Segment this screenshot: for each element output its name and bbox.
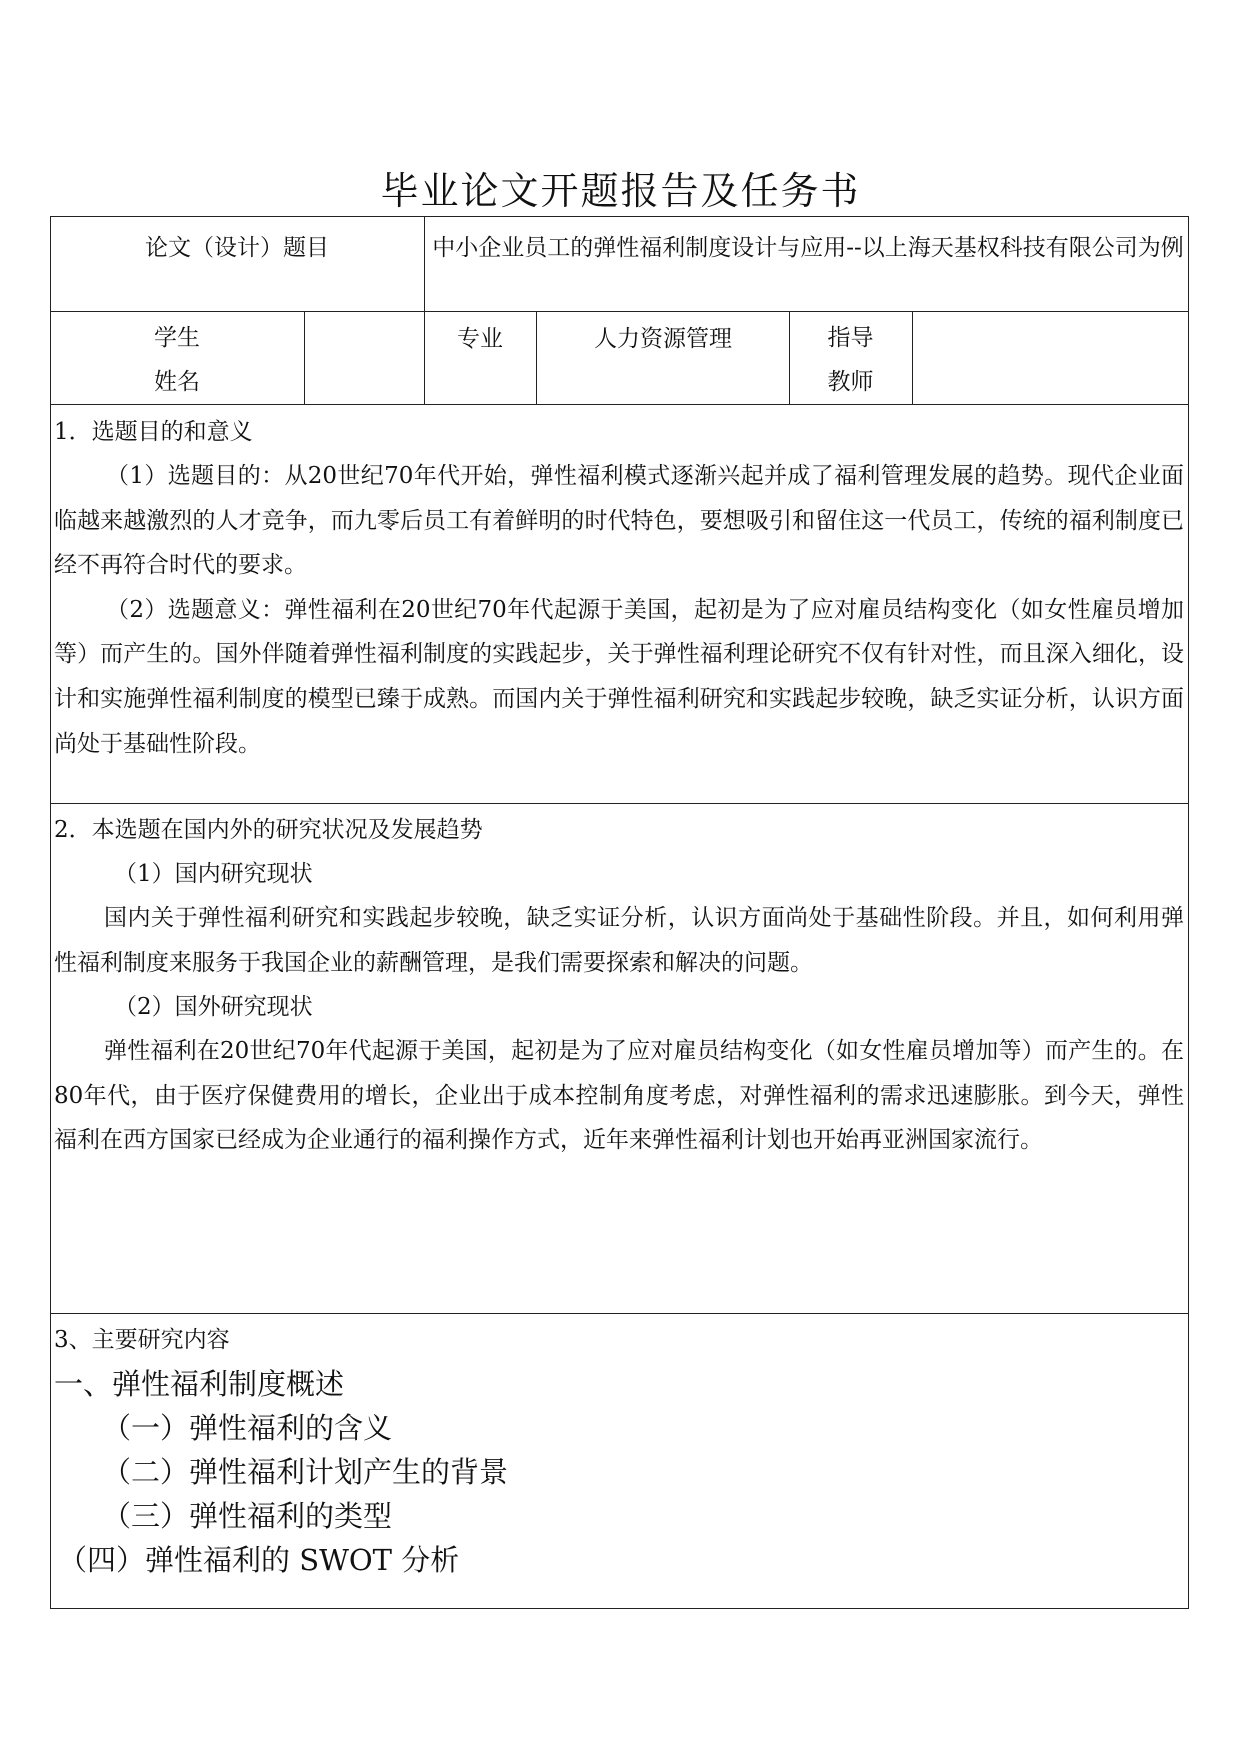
section1-para1: （1）选题目的：从20世纪70年代开始，弹性福利模式逐渐兴起并成了福利管理发展的趋势。现代企业面临越来越激烈的人才竞争，而九零后员工有着鲜明的时代特色，要想吸引和留住这一代员工，传统的福利制度已经不再符合时代的要求。	[54, 463, 1184, 579]
section-main-content	[54, 1318, 1184, 1582]
section2-sub2: （2）国外研究现状	[114, 994, 313, 1021]
row-divider-student	[50, 404, 1189, 405]
row-divider-section2	[50, 1313, 1189, 1314]
student-label-line1: 学生	[154, 325, 200, 351]
section1-para2: （2）选题意义：弹性福利在20世纪70年代起源于美国，起初是为了应对雇员结构变化（如女性雇员增加等）而产生的。国外伴随着弹性福利制度的实践起步，关于弹性福利理论研究不仅有针对性，而且深入细化，设计和实施弹性福利制度的模型已臻于成熟。而国内关于弹性福利研究和实践起步较晚，缺乏实证分析，认识方面尚处于基础性阶段。	[54, 596, 1184, 757]
page-title: 毕业论文开题报告及任务书	[380, 169, 861, 213]
topic-value: 中小企业员工的弹性福利制度设计与应用--以上海天基权科技有限公司为例	[432, 235, 1184, 261]
advisor-label-line1: 指导	[827, 325, 874, 351]
major-value: 人力资源管理	[594, 326, 732, 352]
section2-para2: 弹性福利在20世纪70年代起源于美国，起初是为了应对雇员结构变化（如女性雇员增加等）而产生的。在80年代，由于医疗保健费用的增长，企业出于成本控制角度考虑，对弹性福利的需求迅速膨胀。到今天，弹性福利在西方国家已经成为企业通行的福利操作方式，近年来弹性福利计划也开始再亚洲国家流行。	[54, 1038, 1184, 1154]
section3-item-1: （一）弹性福利的含义	[102, 1411, 393, 1445]
section1-heading: 1．选题目的和意义	[54, 419, 253, 445]
col-divider-student-value	[304, 311, 305, 404]
section3-item-2: （二）弹性福利计划产生的背景	[102, 1455, 509, 1489]
col-divider-topic	[424, 216, 425, 404]
section3-item-3: （三）弹性福利的类型	[102, 1499, 393, 1533]
row-divider-topic	[50, 311, 1189, 312]
student-label	[50, 316, 304, 404]
section2-sub1: （1）国内研究现状	[114, 861, 313, 887]
student-label-line2: 姓名	[154, 369, 200, 395]
advisor-label	[789, 316, 912, 404]
section2-para1: 国内关于弹性福利研究和实践起步较晚，缺乏实证分析，认识方面尚处于基础性阶段。并且，如何利用弹性福利制度来服务于我国企业的薪酬管理，是我们需要探索和解决的问题。	[54, 905, 1184, 976]
section3-chapter1: 一、弹性福利制度概述	[54, 1367, 345, 1401]
section2-heading: 2．本选题在国内外的研究状况及发展趋势	[54, 817, 483, 843]
row-divider-section1	[50, 803, 1189, 804]
topic-label: 论文（设计）题目	[145, 235, 329, 261]
section-research-status	[54, 808, 1184, 1163]
section3-heading: 3、主要研究内容	[54, 1327, 230, 1353]
major-label: 专业	[457, 326, 503, 352]
advisor-label-line2: 教师	[827, 369, 874, 395]
section-purpose	[54, 410, 1184, 766]
section3-item-4: （四）弹性福利的 SWOT 分析	[58, 1543, 460, 1577]
col-divider-advisor-value	[912, 311, 913, 404]
